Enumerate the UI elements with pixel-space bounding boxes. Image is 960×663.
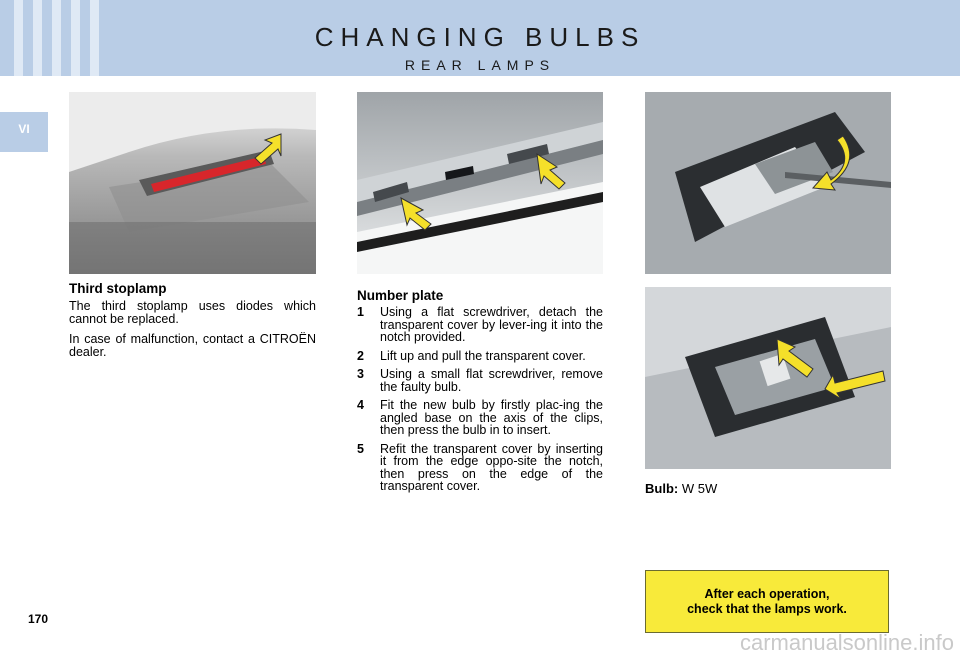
bulb-label: Bulb: (645, 481, 679, 496)
bulb-spec (645, 481, 717, 496)
step-text: Using a small flat screwdriver, remove the faulty bulb. (380, 367, 603, 394)
third-stoplamp-text: The third stoplamp uses diodes which cannot be replaced. (69, 299, 316, 326)
third-stoplamp-photo (69, 92, 316, 274)
number-plate-heading: Number plate (357, 288, 444, 303)
bulb-value: W 5W (681, 481, 718, 496)
step-item (357, 350, 603, 363)
step-text: Lift up and pull the transparent cover. (380, 348, 586, 363)
step-item (357, 368, 603, 393)
step-number: 2 (357, 348, 364, 363)
page-subtitle: REAR LAMPS (404, 57, 556, 73)
lamp-cover-photo (645, 92, 891, 274)
step-number: 3 (357, 367, 364, 381)
number-plate-photo (357, 92, 603, 274)
header-stripe (33, 0, 42, 76)
chapter-label: VI (18, 122, 30, 136)
step-item (357, 443, 603, 493)
step-item (357, 399, 603, 437)
watermark: carmanualsonline.info (739, 630, 954, 655)
number-plate-steps (357, 306, 603, 499)
third-stoplamp-heading: Third stoplamp (69, 281, 167, 296)
step-text: Fit the new bulb by firstly plac-ing the angled base on the axis of the clips, then press the bulb in to insert. (380, 398, 603, 437)
header-stripe (14, 0, 23, 76)
step-number: 1 (357, 305, 364, 319)
notice-line: check that the lamps work. (687, 601, 847, 616)
notice-box (645, 570, 889, 633)
header-stripe (90, 0, 99, 76)
bulb-removal-photo (645, 287, 891, 469)
step-text: Using a flat screwdriver, detach the transparent cover by lever-ing it into the notch provided. (380, 305, 603, 344)
page-title: CHANGING BULBS (314, 22, 646, 52)
step-number: 4 (357, 398, 364, 412)
third-stoplamp-text: In case of malfunction, contact a CITROËN dealer. (69, 332, 316, 359)
step-number: 5 (357, 441, 364, 456)
step-item (357, 306, 603, 344)
header-stripe (52, 0, 61, 76)
notice-line: After each operation, (704, 586, 830, 601)
header-stripe (71, 0, 80, 76)
step-text: Refit the transparent cover by inserting it from the edge oppo-site the notch, then press on the edge of the transparent cover. (380, 441, 603, 493)
page-number: 170 (28, 612, 49, 626)
